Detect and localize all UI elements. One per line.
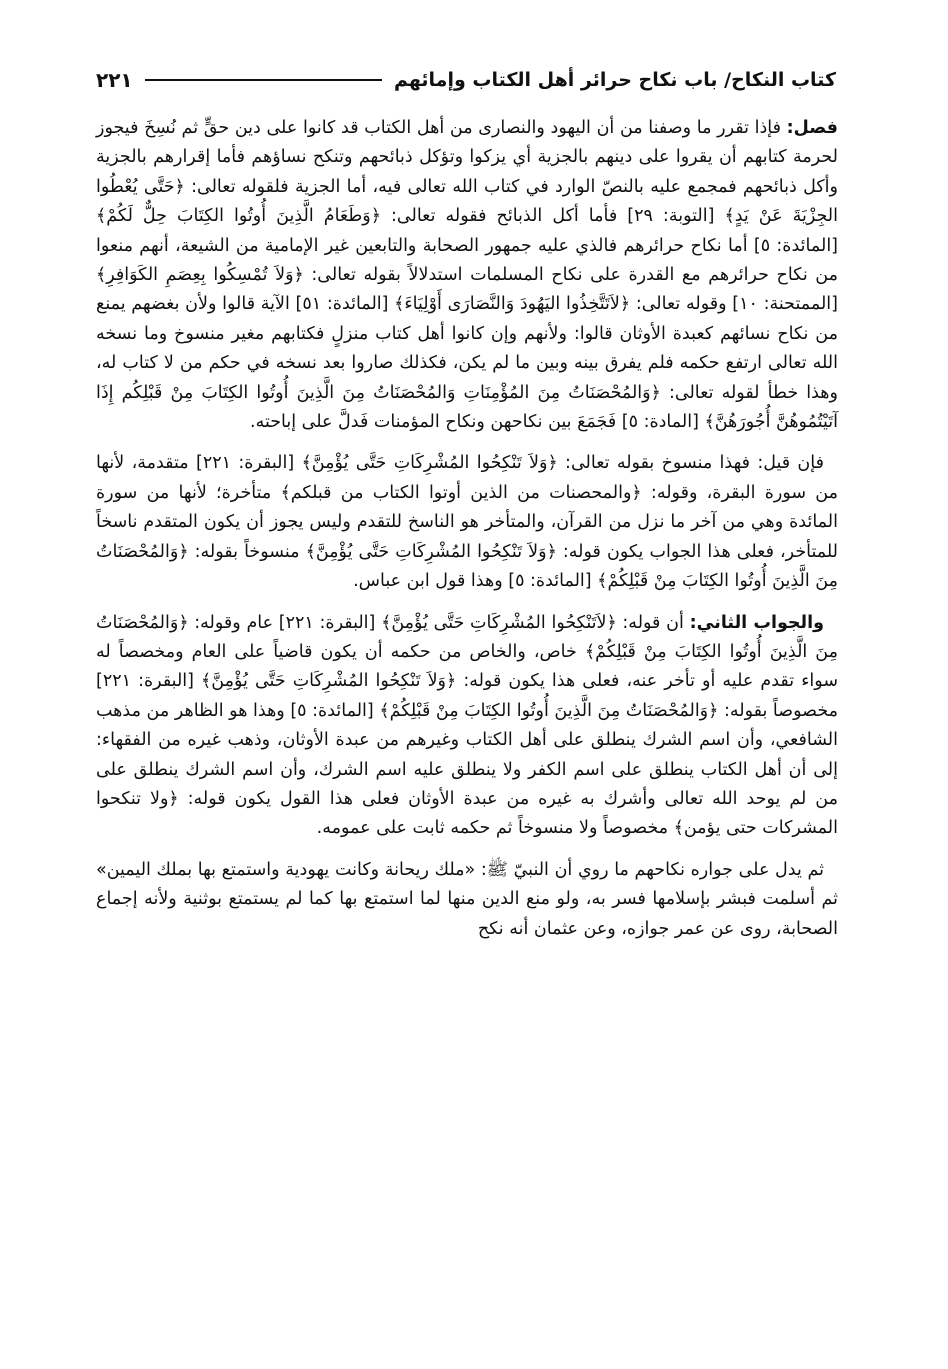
- paragraph-objection: [96, 449, 838, 596]
- body-text: [96, 114, 838, 956]
- paragraph-text: فإذا تقرر ما وصفنا من أن اليهود والنصارى من أهل الكتاب قد كانوا على دين حقٍّ ثم نُسِخَ فيجوز لحرمة كتابهم أن يقروا على دينهم بالجزية أي يزكوا وتؤكل ذبائحهم وتنكح نساؤهم فأما إقرارهم بالجزية وأكل ذبائحهم فمجمع عليه بالنصّ الوارد في كتاب الله تعالى فيه، أما الجزية فلقوله تعالى: ﴿حَتَّى يُعْطُوا الجِزْيَةَ عَنْ يَدٍ﴾ [التوبة: ٢٩] فأما أكل الذبائح فقوله تعالى: ﴿وَطَعَامُ الَّذِينَ أُوتُوا الكِتَابَ حِلٌّ لَكُمْ﴾ [المائدة: ٥] أما نكاح حرائرهم فالذي عليه جمهور الصحابة والتابعين غير الإمامية من الشيعة، أنهم منعوا من نكاح حرائرهم مع القدرة على نكاح المسلمات استدلالاً بقوله تعالى: ﴿وَلاَ تُمْسِكُوا بِعِصَمِ الكَوَافِرِ﴾ [الممتحنة: ١٠] وقوله تعالى: ﴿لاَتَتَّخِذُوا اليَهُودَ وَالنَّصَارَى أَوْلِيَاءَ﴾ [المائدة: ٥١] الآية قالوا ولأن بغضهم يمنع من نكاح نسائهم كعبدة الأوثان قالوا: ولأنهم وإن كانوا أهل كتاب منزلٍ فكتابهم مغير منسوخ وما نسخه الله تعالى ارتفع حكمه فلم يفرق بينه وبين ما لم يكن، فكذلك صاروا بعد نسخه في حكم من لا كتاب له، وهذا خطأ لقوله تعالى: ﴿وَالمُحْصَنَاتُ مِنَ المُؤْمِنَاتِ وَالمُحْصَنَاتُ مِنَ الَّذِينَ أُوتُوا الكِتَابَ مِنْ قَبْلِكُم إِذَا آتَيْتُمُوهُنَّ أُجُورَهُنَّ﴾ [المادة: ٥] فَجَمَعَ بين نكاحهن ونكاح المؤمنات فَدلَّ على إباحته.: [96, 118, 839, 433]
- section-lead-second-answer: والجواب الثاني:: [689, 612, 824, 633]
- header-rule: [145, 79, 382, 81]
- paragraph-text: ثم يدل على جواره نكاحهم ما روي أن النبيّ ﷺ: «ملك ريحانة وكانت يهودية واستمتع بها بملك اليمين» ثم أسلمت فبشر بإسلامها فسر به، ولو منع الدين منها لما استمتع بها كما لم يستمتع بوثنية ولأنه إجماع الصحابة، روى عن عمر جوازه، وعن عثمان أنه نكح: [96, 859, 838, 939]
- section-lead-fasl: فصل:: [786, 118, 838, 138]
- paragraph-fasl: [96, 114, 838, 437]
- running-title: كتاب النكاح/ باب نكاح حرائر أهل الكتاب وإمائهم: [393, 69, 836, 91]
- paragraph-text: أن قوله: ﴿لاَتَنْكِحُوا المُشْرِكَاتِ حَتَّى يُؤْمِنَّ﴾ [البقرة: ٢٢١] عام وقوله: ﴿وَالمُحْصَنَاتُ مِنَ الَّذِينَ أُوتُوا الكِتَابَ مِنْ قَبْلِكُمْ﴾ خاص، والخاص من حكمه أن يكون قاضياً على العام ومخصصاً له سواء تقدم عليه أو تأخر عنه، فعلى هذا يكون قوله: ﴿وَلاَ تَنْكِحُوا المُشْرِكَاتِ حَتَّى يُؤْمِنَّ﴾ [البقرة: ٢٢١] مخصوصاً بقوله: ﴿وَالمُحْصَنَاتُ مِنَ الَّذِينَ أُوتُوا الكِتَابَ مِنْ قَبْلِكُمْ﴾ [المائدة: ٥] وهذا هو الظاهر من مذهب الشافعي، وأن اسم الشرك ينطلق على أهل الكتاب وغيرهم من عبدة الأوثان، وذهب غيره من الفقهاء: إلى أن أهل الكتاب ينطلق على اسم الكفر ولا ينطلق عليه اسم الشرك، وأن اسم الشرك ينطلق على من لم يوحد الله تعالى وأشرك به غيره من عبدة الأوثان فعلى هذا القول يكون قوله: ﴿ولا تنكحوا المشركات حتى يؤمن﴾ مخصوصاً ولا منسوخاً ثم حكمه ثابت على عمومه.: [96, 612, 839, 839]
- page-number: ٢٢١: [96, 68, 133, 92]
- paragraph-evidence: [96, 856, 838, 944]
- page-header: [96, 60, 836, 100]
- paragraph-text: فإن قيل: فهذا منسوخ بقوله تعالى: ﴿وَلاَ تَنْكِحُوا المُشْرِكَاتِ حَتَّى يُؤْمِنَّ﴾ [البقرة: ٢٢١] متقدمة، لأنها من سورة البقرة، وقوله: ﴿والمحصنات من الذين أوتوا الكتاب من قبلكم﴾ متأخرة؛ لأنها من سورة المائدة وهي من آخر ما نزل من القرآن، والمتأخر هو الناسخ للتقدم وليس يجوز أن يكون المتقدم ناسخاً للمتأخر، فعلى هذا الجواب يكون قوله: ﴿وَلاَ تَنْكِحُوا المُشْرِكَاتِ حَتَّى يُؤْمِنَّ﴾ منسوخاً بقوله: ﴿وَالمُحْصَنَاتُ مِنَ الَّذِينَ أُوتُوا الكِتَابَ مِنْ قَبْلِكُمْ﴾ [المائدة: ٥] وهذا قول ابن عباس.: [96, 453, 838, 592]
- paragraph-second-answer: [96, 609, 838, 844]
